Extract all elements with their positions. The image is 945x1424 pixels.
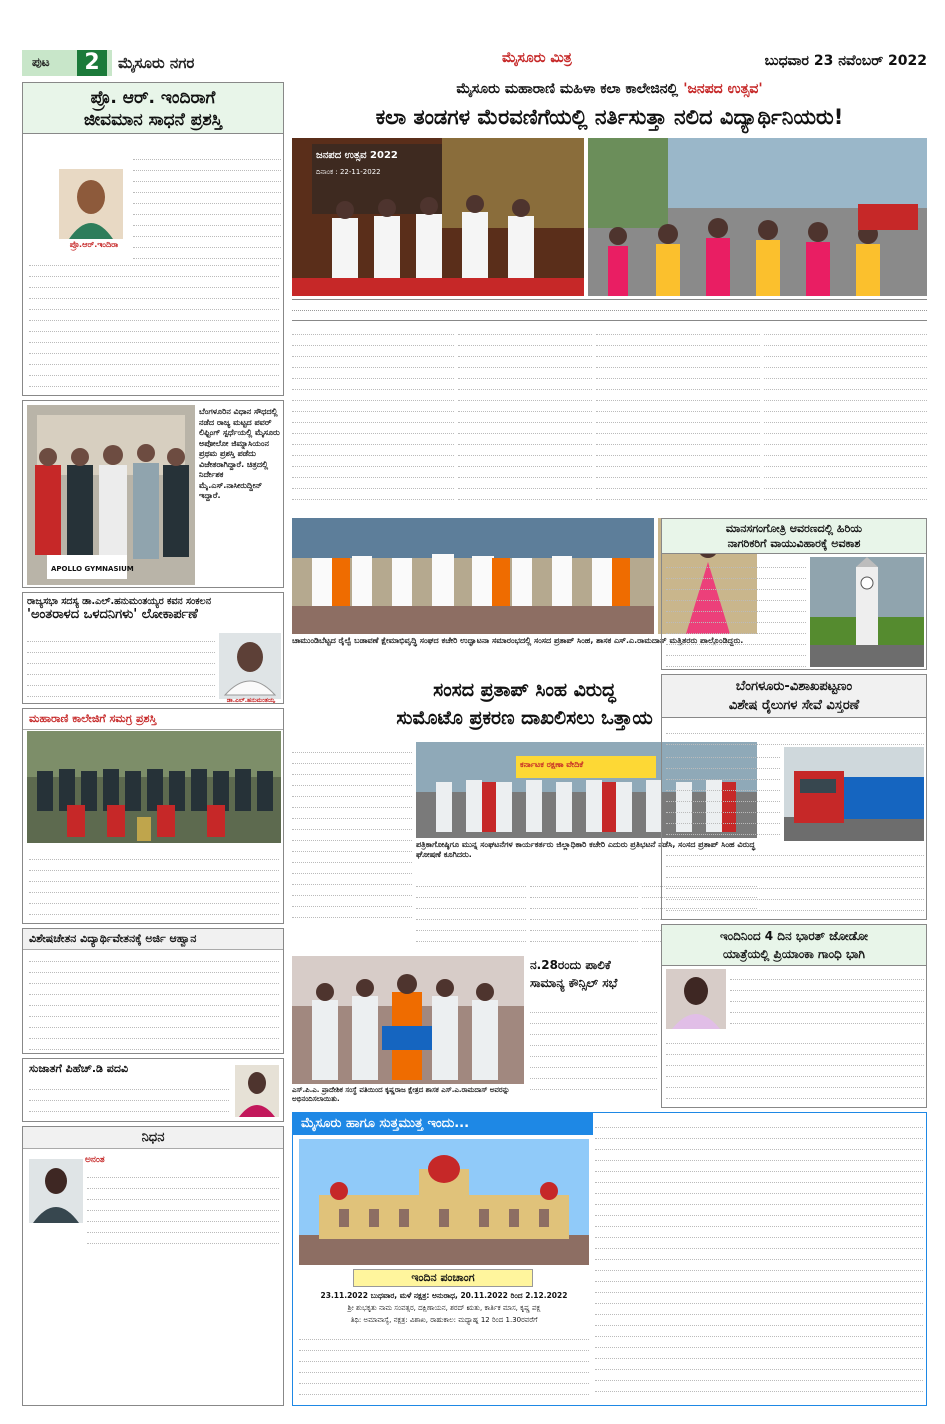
maharani-team-illustration (27, 731, 281, 843)
story-rail-headline-2: ವಿಶೇಷ ರೈಲುಗಳ ಸೇವೆ ವಿಸ್ತರಣೆ (728, 698, 860, 713)
obituary-body (87, 1167, 279, 1244)
story-rail-body-left (666, 747, 780, 835)
panchanga-line-3: ತಿಥಿ: ಅಮಾವಾಸ್ಯೆ, ನಕ್ಷತ್ರ: ವಿಶಾಖ, ರಾಹುಕಾಲ: ಮಧ್ಯಾಹ್ನ 12 ರಿಂದ 1.30ರವರೆಗೆ (350, 1316, 538, 1324)
sansad-photo-caption: ಪತ್ರಿಕಾಗೋಷ್ಠಿಗೂ ಮುನ್ನ ಸಂಘಟನೆಗಳ ಕಾರ್ಯಕರ್ತರು ಜಿಲ್ಲಾಧಿಕಾರಿ ಕಚೇರಿ ಎದುರು ಪ್ರತಿಭಟನೆ ನಡೆಸಿ, ಸಂಸದ ಪ್ರತಾಪ್ ಸಿಂಹ ವಿರುದ್ಧ ಘೋಷಣೆ ಕೂಗಿದರು. (416, 840, 756, 859)
sansad-headline-2: ಸುಮೊಟೊ ಪ್ರಕರಣ ದಾಖಲಿಸಲು ಒತ್ತಾಯ (396, 707, 653, 729)
council-felicitation-illustration (292, 956, 524, 1084)
story-award-body (29, 255, 279, 387)
lead-headline: ಕಲಾ ತಂಡಗಳ ಮೆರವಣಿಗೆಯಲ್ಲಿ ನರ್ತಿಸುತ್ತಾ ನಲಿದ ವಿದ್ಯಾರ್ಥಿನಿಯರು! (375, 105, 844, 129)
obituary-name: ಅನಂತ (85, 1155, 105, 1165)
council-headline-1: ನ.28ರಂದು ಪಾಲಿಕೆ (530, 958, 611, 972)
council-headline-2: ಸಾಮಾನ್ಯ ಕೌನ್ಸಿಲ್ ಸಭೆ (530, 976, 618, 990)
section-name: ಮೈಸೂರು ನಗರ (118, 54, 195, 72)
today-section (292, 1112, 927, 1406)
council-felicitation-photo (292, 956, 524, 1084)
portrait-caption: ಪ್ರೊ.ಆರ್.ಇಂದಿರಾ (69, 240, 119, 249)
clock-tower-photo (810, 557, 924, 667)
mid-group-photo (292, 518, 654, 634)
panchanga-line-2: ಶ್ರೀ ಶುಭಕೃತು ನಾಮ ಸಂವತ್ಸರ, ದಕ್ಷಿಣಾಯನ, ಶರದ್ ಋತು, ಕಾರ್ತಿಕ ಮಾಸ, ಕೃಷ್ಣ ಪಕ್ಷ (347, 1304, 541, 1312)
priyanka-photo (666, 969, 726, 1029)
story-maharani-headline: ಮಹಾರಾಣಿ ಕಾಲೇಜಿಗೆ ಸಮಗ್ರ ಪ್ರಶಸ್ತಿ (23, 709, 283, 730)
today-heading: ಮೈಸೂರು ಹಾಗೂ ಸುತ್ತಮುತ್ತ ಇಂದು... (293, 1113, 593, 1135)
palace-photo (299, 1139, 589, 1265)
story-award-headline-1: ಪ್ರೊ. ಆರ್. ಇಂದಿರಾಗೆ (90, 88, 216, 108)
story-manasa-headline-2: ನಾಗರಿಕರಿಗೆ ವಾಯುವಿಹಾರಕ್ಕೆ ಅವಕಾಶ (727, 537, 861, 550)
sujatha-photo (235, 1065, 279, 1117)
obituary (22, 1126, 284, 1406)
page-header (22, 50, 927, 76)
story-jodo-body-right (730, 969, 924, 1024)
obituary-photo (29, 1159, 83, 1223)
story-jodo (661, 924, 927, 1108)
hanumanthaiah-illustration (219, 633, 281, 699)
gym-sign: APOLLO GYMNASIUM (51, 565, 134, 573)
lead-kicker-row (292, 78, 927, 100)
panchanga-line-1: 23.11.2022 ಬುಧವಾರ, ಮಳೆ ನಕ್ಷತ್ರ: ಅನುರಾಧ, 20.11.2022 ರಿಂದ 2.12.2022 (320, 1291, 568, 1300)
lead-body-col-2 (458, 324, 592, 514)
sansad-body-col-1 (292, 742, 412, 920)
today-events-right (595, 1117, 923, 1403)
gym-caption: ಬೆಂಗಳೂರಿನ ವಿಧಾನ ಸೌಧದಲ್ಲಿ ನಡೆದ ರಾಜ್ಯ ಮಟ್ಟದ ಪವರ್ ಲಿಫ್ಟಿಂಗ್ ಸ್ಪರ್ಧೆಯಲ್ಲಿ ಮೈಸೂರು ಅಪೋಲೋ ಜಿಮ್ನಾಸಿಯಂನ ಪ್ರಥಮ ಪ್ರಶಸ್ತಿ ಪಡೆದು ವಿಜೇತರಾಗಿದ್ದಾರೆ. ಚಿತ್ರದಲ್ಲಿ ನಿರ್ದೇಶಕ ಮೈ.ಎಸ್.ನಾಸೀರುದ್ದೀನ್ ಇದ್ದಾರೆ. (199, 407, 280, 500)
hanumanthaiah-caption: ಡಾ.ಎಲ್.ಹನುಮಂತಯ್ಯ (226, 697, 276, 704)
lead-body-col-4 (764, 324, 927, 514)
lead-banner-date: ದಿನಾಂಕ : 22-11-2022 (316, 168, 381, 176)
paper-date: ಬುಧವಾರ 23 ನವೆಂಬರ್ 2022 (764, 53, 927, 69)
lead-photo-procession (588, 138, 927, 296)
story-jodo-body (666, 1033, 924, 1099)
lead-body-col-3 (596, 324, 760, 514)
lead-banner-text: ಜನಪದ ಉತ್ಸವ 2022 (316, 150, 398, 161)
lead-kicker-highlight: 'ಜನಪದ ಉತ್ಸವ' (683, 81, 763, 97)
story-phd-body (29, 1079, 229, 1112)
story-manasa (661, 518, 927, 670)
sansad-body-col-2 (416, 876, 526, 952)
lead-body-col-1 (292, 324, 454, 514)
council-photo-caption: ಎಸ್.ಪಿ.ಎ. ಪ್ರಾದೇಶಿಕ ಸಂಸ್ಥೆ ವತಿಯಿಂದ ಕೃಷ್ಣರಾಜ ಕ್ಷೇತ್ರದ ಶಾಸಕ ಎಸ್.ಎ.ರಾಮದಾಸ್ ಅವರನ್ನು ಅಭಿನಂದಿಸಲಾಯಿತು. (292, 1086, 510, 1103)
council-body (530, 1002, 657, 1108)
story-award-body-right (133, 149, 281, 259)
sansad-headline-1: ಸಂಸದ ಪ್ರತಾಪ್ ಸಿಂಹ ವಿರುದ್ಧ (433, 679, 616, 701)
mid-group-illustration (292, 518, 654, 634)
story-book-headline: 'ಅಂತರಾಳದ ಒಳದನಿಗಳು' ಲೋಕಾರ್ಪಣೆ (27, 607, 198, 622)
page-number: 2 (77, 50, 107, 76)
lead-kicker: ಮೈಸೂರು ಮಹಾರಾಣಿ ಮಹಿಳಾ ಕಲಾ ಕಾಲೇಜಿನಲ್ಲಿ (456, 81, 679, 97)
story-scholarship-headline: ವಿಶೇಷಚೇತನ ವಿದ್ಯಾರ್ಥಿವೇತನಕ್ಕೆ ಅರ್ಜಿ ಆಹ್ವಾನ (23, 929, 283, 950)
story-rail-body-top (666, 723, 924, 745)
clock-tower-illustration (810, 557, 924, 667)
palace-illustration (299, 1139, 589, 1265)
story-manasa-headline-1: ಮಾನಸಗಂಗೋತ್ರಿ ಆವರಣದಲ್ಲಿ ಹಿರಿಯ (725, 522, 863, 535)
story-award (22, 82, 284, 396)
story-maharani-body (29, 849, 279, 915)
page-number-badge (22, 50, 112, 76)
story-jodo-headline-2: ಯಾತ್ರೆಯಲ್ಲಿ ಪ್ರಿಯಾಂಕಾ ಗಾಂಧಿ ಭಾಗಿ (723, 947, 865, 961)
obituary-heading: ನಿಧನ (23, 1127, 283, 1149)
gym-illustration (27, 405, 195, 585)
council-headline-box (530, 956, 657, 1000)
story-award-headline-2: ಜೀವಮಾನ ಸಾಧನೆ ಪ್ರಶಸ್ತಿ (83, 110, 223, 130)
story-jodo-header (662, 925, 926, 966)
portrait-photo (59, 169, 123, 239)
story-rail (661, 674, 927, 920)
story-rail-body-bottom (666, 845, 924, 911)
story-manasa-header (662, 519, 926, 554)
story-phd-headline: ಸುಜಾತಗೆ ಪಿಹೆಚ್.ಡಿ ಪದವಿ (29, 1062, 129, 1075)
story-phd (22, 1058, 284, 1122)
sansad-banner: ಕರ್ನಾಟಕ ರಕ್ಷಣಾ ವೇದಿಕೆ (520, 760, 584, 769)
today-events-left (299, 1329, 589, 1403)
story-book (22, 592, 284, 704)
train-illustration (784, 747, 924, 841)
story-book-kicker: ರಾಜ್ಯಸಭಾ ಸದಸ್ಯ ಡಾ.ಎಲ್.ಹನುಮಂತಯ್ಯರ ಕವನ ಸಂಕಲನ (27, 596, 211, 607)
story-scholarship-body (29, 951, 279, 1050)
sujatha-illustration (235, 1065, 279, 1117)
panchanga-heading: ಇಂದಿನ ಪಂಚಾಂಗ (353, 1269, 533, 1287)
lead-caption (292, 299, 927, 321)
story-scholarship (22, 928, 284, 1054)
story-rail-header (662, 675, 926, 718)
hanumanthaiah-photo (219, 633, 281, 699)
story-maharani-award (22, 708, 284, 924)
maharani-team-photo (27, 731, 281, 843)
obituary-illustration (29, 1159, 83, 1223)
lead-stage-illustration (292, 138, 584, 296)
train-photo (784, 747, 924, 841)
paper-name: ಮೈಸೂರು ಮಿತ್ರ (502, 50, 572, 66)
portrait-illustration (59, 169, 123, 239)
lead-procession-illustration (588, 138, 927, 296)
lead-photo-stage (292, 138, 584, 296)
gym-photo (27, 405, 195, 585)
mid-photo-caption: ಚಾಮುಂಡಿಬೆಟ್ಟದ ರೈಲ್ವೆ ಬಡಾವಣೆ ಕ್ಷೇಮಾಭಿವೃದ್ಧಿ ಸಂಘದ ಕಚೇರಿ ಉದ್ಘಾಟನಾ ಸಮಾರಂಭದಲ್ಲಿ ಸಂಸದ ಪ್ರತಾಪ್ ಸಿಂಹ, ಶಾಸಕ ಎಸ್.ಎ.ರಾಮದಾಸ್ ಮತ್ತಿತರರು ಪಾಲ್ಗೊಂಡಿದ್ದರು. (292, 636, 744, 645)
priyanka-illustration (666, 969, 726, 1029)
page-label: ಪುಟ (32, 55, 50, 69)
sansad-body-col-3 (530, 876, 638, 952)
story-jodo-headline-1: ಇಂದಿನಿಂದ 4 ದಿನ ಭಾರತ್ ಜೋಡೋ (719, 929, 868, 943)
story-manasa-body (666, 557, 806, 667)
story-book-body (27, 631, 215, 697)
story-rail-headline-1: ಬೆಂಗಳೂರು-ವಿಶಾಖಪಟ್ಟಣಂ (735, 679, 853, 694)
story-gym (22, 400, 284, 588)
